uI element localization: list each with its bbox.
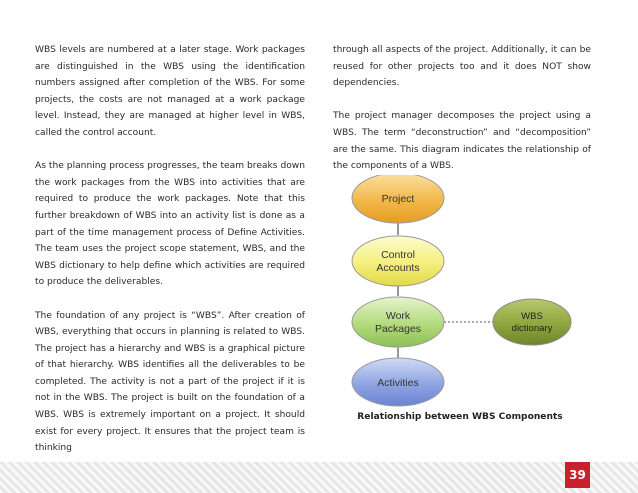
left-column (35, 42, 305, 473)
paragraph: WBS levels are numbered at a later stage. Work packages are distinguished in the WBS using the identification numbers assigned after completion of the WBS. For some projects, the costs are not managed at a work package level. Instead, they are managed at higher level in WBS, called the control account. (35, 45, 305, 138)
page-number: 39 (565, 462, 590, 488)
control-accounts-label: Accounts (376, 262, 420, 274)
paragraph: The foundation of any project is “WBS”. After creation of WBS, everything that occurs in planning is related to WBS. The project has a hierarchy and WBS is a graphical picture of that hierarchy. WBS identifies all the deliverables to be completed. The activity is not a part of the project if it is not in the WBS. The project is built on the foundation of a WBS. WBS is extremely important on a project. It should exist for every project. It ensures that the project team is thinking (35, 310, 305, 454)
work-packages-label: Packages (374, 323, 422, 335)
project-label: Project (381, 193, 415, 205)
paragraph: The project manager decomposes the project using a WBS. The term “deconstruction” and “decomposition” are the same. This diagram indicates the relationship of the components of a WBS. (333, 111, 591, 172)
control-accounts-node (352, 236, 444, 286)
paragraph: As the planning process progresses, the team breaks down the work packages from the WBS into activities that are required to produce the work packages. Note that this further breakdown of WBS into an activity list is done as a part of the time management process of Define Activities. The team uses the project scope statement, WBS, and the WBS dictionary to help define which activities are required to produce the deliverables. (35, 161, 305, 288)
paragraph: through all aspects of the project. Additionally, it can be reused for other projects too and it does NOT show dependencies. (333, 45, 591, 89)
diagram-caption: Relationship between WBS Components (357, 412, 563, 422)
wbs-dictionary-label: dictionary (511, 323, 553, 334)
right-column (333, 42, 591, 191)
wbs-diagram (340, 175, 585, 410)
activities-label: Activities (377, 377, 419, 389)
wbs-dictionary-label: WBS (521, 311, 543, 322)
footer-band (0, 462, 638, 493)
wbs-dictionary-node (493, 299, 571, 345)
work-packages-label: Work (385, 310, 411, 322)
work-packages-node (352, 297, 444, 347)
control-accounts-label: Control (381, 249, 415, 261)
